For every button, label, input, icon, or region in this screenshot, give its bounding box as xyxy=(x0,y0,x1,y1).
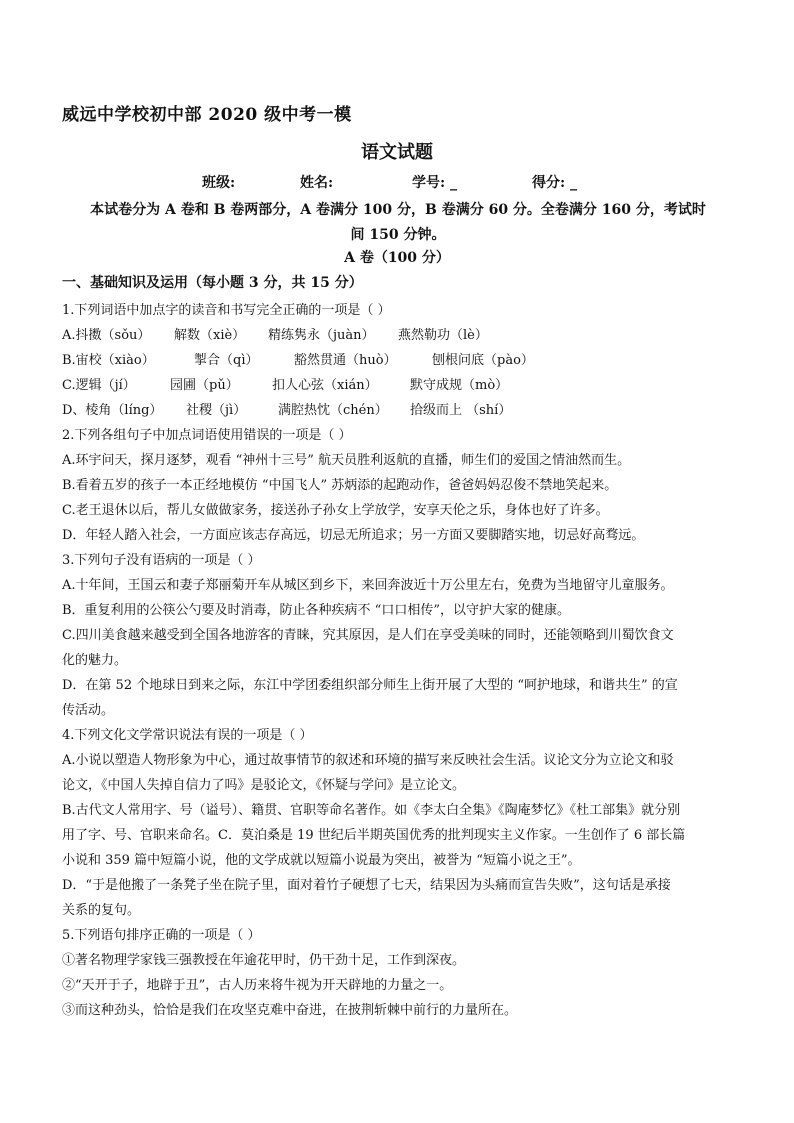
q4-option-b-line3: 小说和 359 篇中短篇小说，他的文学成就以短篇小说最为突出，被誉为 “短篇小说之王”。 xyxy=(62,853,581,868)
q4-option-d-line2: 关系的复句。 xyxy=(62,903,141,918)
q1-a-word3: 精练隽永（juàn） xyxy=(268,328,375,343)
q4-option-a-line2: 论文，《中国人失掉自信力了吗》是驳论文，《怀疑与学问》是立论文。 xyxy=(62,778,466,793)
class-field: 班级: xyxy=(202,175,236,191)
q3-stem: 3.下列句子没有语病的一项是（ ） xyxy=(62,553,261,568)
q4-option-b-line2: 用了字、号、官职来命名。C．莫泊桑是 19 世纪后半期英国优秀的批判现实主义作家。一生创作了 6 部长篇 xyxy=(62,828,686,843)
q1-d-word2: 社稷（jì） xyxy=(186,403,247,418)
volume-a-heading: A 卷（100 分） xyxy=(344,250,450,266)
q5-sentence-2: ②“天开于子，地辟于丑”，古人历来将牛视为开天辟地的力量之一。 xyxy=(62,978,453,993)
instructions-line-1: 本试卷分为 A 卷和 B 卷两部分，A 卷满分 100 分，B 卷满分 60 分。全卷满分 160 分，考试时 xyxy=(90,202,706,218)
q3-option-c-line1: C.四川美食越来越受到全国各地游客的青睐，究其原因，是人们在享受美味的同时，还能领略到川蜀饮食文 xyxy=(62,628,674,643)
q3-option-d-line2: 传活动。 xyxy=(62,703,115,718)
q1-b-word3: 豁然贯通（huò） xyxy=(294,353,397,368)
q3-option-c-line2: 化的魅力。 xyxy=(62,653,128,668)
q1-c-word4: 默守成规（mò） xyxy=(410,378,509,393)
school-title: 威远中学校初中部 2020 级中考一模 xyxy=(62,105,352,125)
student-info-line xyxy=(0,172,794,192)
q5-stem: 5.下列语句排序正确的一项是（ ） xyxy=(62,928,261,943)
q3-option-b: B．重复利用的公筷公勺要及时消毒，防止各种疾病不 “口口相传”，以守护大家的健康。 xyxy=(62,603,570,618)
q2-option-a: A.环宇问天，探月逐梦，观看 “神州十三号” 航天员胜利返航的直播，师生们的爱国之情油然而生。 xyxy=(62,453,631,468)
q2-option-b: B.看着五岁的孩子一本正经地模仿 “中国飞人” 苏炳添的起跑动作，爸爸妈妈忍俊不禁地笑起来。 xyxy=(62,478,618,493)
q4-option-d-line1: D．“于是他搬了一条凳子坐在院子里，面对着竹子硬想了七天，结果因为头痛而宣告失败”，这句话是承接 xyxy=(62,878,671,893)
q4-option-a-line1: A.小说以塑造人物形象为中心，通过故事情节的叙述和环境的描写来反映社会生活。议论文分为立论文和驳 xyxy=(62,753,674,768)
q5-sentence-3: ③而这种劲头，恰恰是我们在攻坚克难中奋进，在披荆斩棘中前行的力量所在。 xyxy=(62,1003,518,1018)
score-field: 得分: _ xyxy=(532,175,578,191)
q2-stem: 2.下列各组句子中加点词语使用错误的一项是（ ） xyxy=(62,428,352,443)
subject-title: 语文试题 xyxy=(361,142,433,163)
q1-a-word1: A.抖擞（sǒu） xyxy=(62,328,151,343)
section-heading: 一、基础知识及运用（每小题 3 分，共 15 分） xyxy=(62,275,363,291)
q1-d-word3: 满腔热忱（chén） xyxy=(278,403,388,418)
q1-a-word2: 解数（xiè） xyxy=(174,328,246,343)
q1-b-word2: 掣合（qì） xyxy=(194,353,259,368)
q1-d-word1: D、棱角（líng） xyxy=(62,403,163,418)
q3-option-d-line1: D．在第 52 个地球日到来之际，东江中学团委组织部分师生上街开展了大型的 “呵护地球，和谐共生” 的宣 xyxy=(62,678,678,693)
q1-c-word2: 园圃（pǔ） xyxy=(170,378,239,393)
q1-a-word4: 燕然勒功（lè） xyxy=(398,328,488,343)
q4-stem: 4.下列文化文学常识说法有误的一项是（ ） xyxy=(62,728,313,743)
q1-b-word1: B.宙校（xiào） xyxy=(62,353,155,368)
q4-option-b-line1: B.古代文人常用字、号（谥号）、籍贯、官职等命名著作。如《李太白全集》《陶庵梦忆》《杜工部集》就分别 xyxy=(62,803,681,818)
q2-option-d: D．年轻人踏入社会，一方面应该志存高远，切忌无所追求；另一方面又要脚踏实地，切忌好高骛远。 xyxy=(62,528,645,543)
q3-option-a: A.十年间，王国云和妻子郑丽菊开车从城区到乡下，来回奔波近十万公里左右，免费为当地留守儿童服务。 xyxy=(62,578,674,593)
q1-c-word3: 扣人心弦（xián） xyxy=(272,378,378,393)
student-no-field: 学号: _ xyxy=(412,175,458,191)
q1-stem: 1.下列词语中加点字的读音和书写完全正确的一项是（ ） xyxy=(62,303,391,318)
q2-option-c: C.老王退休以后，帮儿女做做家务，接送孙子孙女上学放学，安享天伦之乐，身体也好了许多。 xyxy=(62,503,609,518)
q1-b-word4: 刨根问底（pào） xyxy=(432,353,534,368)
name-field: 姓名: xyxy=(300,175,334,191)
q1-c-word1: C.逻辑（jí） xyxy=(62,378,136,393)
q1-d-word4: 拾级而上 （shí） xyxy=(410,403,512,418)
instructions-line-2: 间 150 分钟。 xyxy=(350,227,446,243)
exam-instructions xyxy=(62,198,734,248)
q5-sentence-1: ①著名物理学家钱三强教授在年逾花甲时，仍干劲十足，工作到深夜。 xyxy=(62,953,466,968)
